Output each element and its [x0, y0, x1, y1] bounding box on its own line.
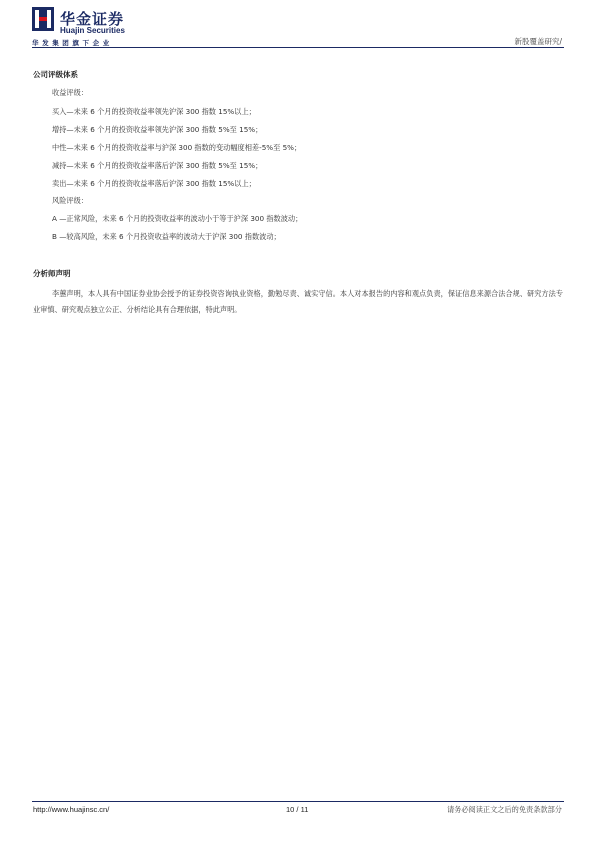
rating-item-neutral: 中性—未来 6 个月的投资收益率与沪深 300 指数的变动幅度相差-5%至 5%； [52, 143, 302, 152]
analyst-statement-body: 李蕙声明，本人具有中国证券业协会授予的证券投资咨询执业资格，勤勉尽责、诚实守信。本人对本报告的内容和观点负责，保证信息来源合法合规、研究方法专业审慎、研究观点独立公正、分析结论具有合理依据，特此声明。 [33, 289, 563, 314]
logo-tagline: 华发集团旗下企业 [32, 39, 113, 47]
rating-item-reduce: 减持—未来 6 个月的投资收益率落后沪深 300 指数 5%至 15%； [52, 161, 263, 170]
report-type: 新股覆盖研究/ [514, 37, 562, 46]
risk-item-a: A —正常风险，未来 6 个月的投资收益率的波动小于等于沪深 300 指数波动； [52, 214, 303, 223]
risk-rating-label: 风险评级： [52, 196, 88, 205]
logo-chinese-name: 华金证券 [60, 10, 125, 28]
return-rating-label: 收益评级： [52, 88, 88, 97]
risk-item-b: B —较高风险，未来 6 个月投资收益率的波动大于沪深 300 指数波动； [52, 232, 281, 241]
page-number: 10 / 11 [286, 805, 309, 814]
rating-item-accumulate: 增持—未来 6 个月的投资收益率领先沪深 300 指数 5%至 15%； [52, 125, 263, 134]
rating-system-title: 公司评级体系 [33, 70, 78, 79]
logo-english-name: Huajin Securities [60, 26, 125, 35]
analyst-statement-title: 分析师声明 [33, 269, 71, 278]
rating-item-sell: 卖出—未来 6 个月的投资收益率落后沪深 300 指数 15%以上； [52, 179, 256, 188]
disclaimer-notice: 请务必阅读正文之后的免责条款部分 [446, 805, 562, 814]
header-divider [32, 47, 564, 48]
company-logo [32, 7, 142, 47]
logo-mark-icon [32, 7, 54, 31]
website-link[interactable]: http://www.huajinsc.cn/ [33, 805, 110, 814]
rating-item-buy: 买入—未来 6 个月的投资收益率领先沪深 300 指数 15%以上； [52, 107, 256, 116]
footer-divider [32, 801, 564, 802]
